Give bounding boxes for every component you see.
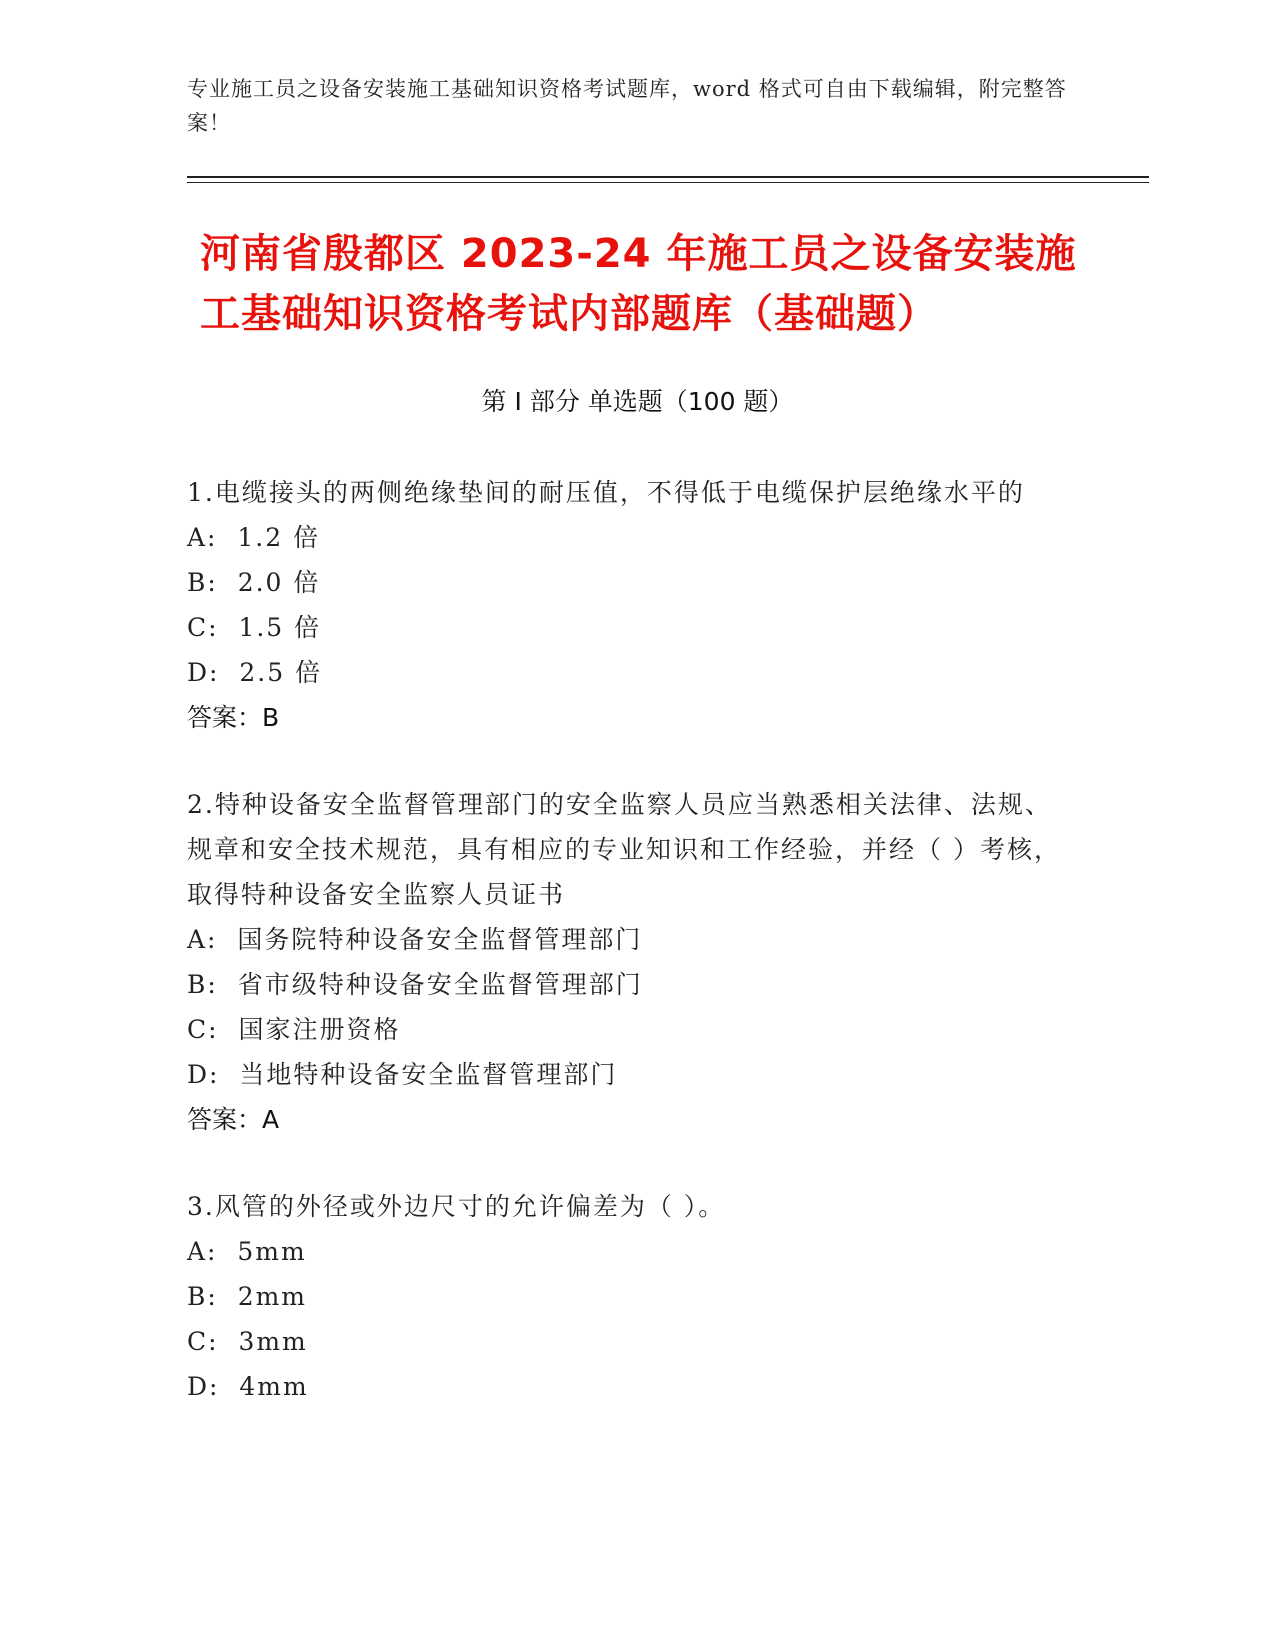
option-b: B: 2mm (187, 1282, 308, 1311)
option-d: D: 2.5 倍 (187, 658, 323, 687)
option-a: A: 国务院特种设备安全监督管理部门 (187, 925, 643, 954)
question-2 (187, 782, 1067, 1142)
question-text: 1.电缆接头的两侧绝缘垫间的耐压值，不得低于电缆保护层绝缘水平的 (187, 478, 1025, 507)
question-text: 2.特种设备安全监督管理部门的安全监察人员应当熟悉相关法律、法规、规章和安全技术规范，具有相应的专业知识和工作经验，并经（ ）考核，取得特种设备安全监察人员证书 (187, 790, 1061, 909)
question-1 (187, 470, 1067, 740)
question-list (187, 470, 1067, 1451)
question-3 (187, 1184, 1067, 1409)
option-c: C: 3mm (187, 1327, 308, 1356)
option-c: C: 国家注册资格 (187, 1015, 401, 1044)
option-d: D: 当地特种设备安全监督管理部门 (187, 1060, 618, 1089)
option-b: B: 省市级特种设备安全监督管理部门 (187, 970, 643, 999)
answer: 答案：B (187, 703, 280, 732)
option-a: A: 1.2 倍 (187, 523, 321, 552)
document-title: 河南省殷都区 2023-24 年施工员之设备安装施工基础知识资格考试内部题库（基础题） (200, 231, 1077, 337)
header-rule-thick (187, 176, 1149, 178)
header-note: 专业施工员之设备安装施工基础知识资格考试题库，word 格式可自由下载编辑，附完整答案！ (187, 77, 1067, 135)
option-d: D: 4mm (187, 1372, 309, 1401)
header-rule-thin (187, 182, 1149, 183)
option-b: B: 2.0 倍 (187, 568, 321, 597)
option-c: C: 1.5 倍 (187, 613, 322, 642)
answer: 答案：A (187, 1105, 280, 1134)
question-text: 3.风管的外径或外边尺寸的允许偏差为（ ）。 (187, 1192, 726, 1221)
section-title: 第 I 部分 单选题（100 题） (481, 387, 794, 416)
option-a: A: 5mm (187, 1237, 307, 1266)
